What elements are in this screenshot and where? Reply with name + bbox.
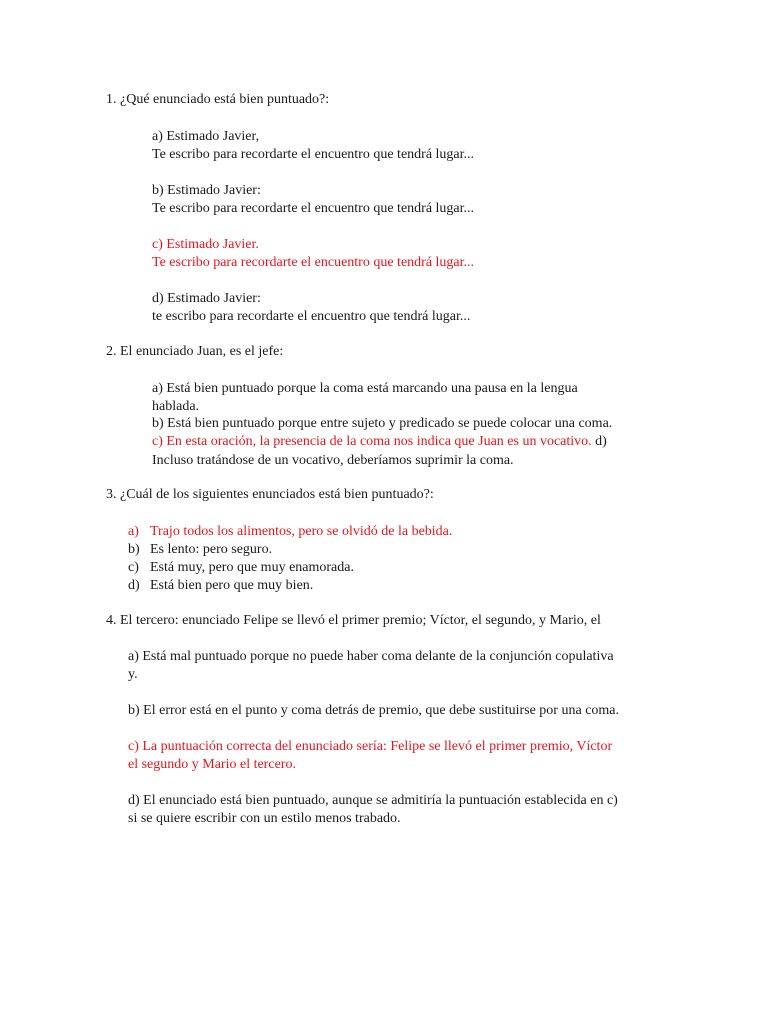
q1-option-a-line2: Te escribo para recordarte el encuentro que tendrá lugar...	[152, 147, 475, 162]
q4-option-d-line2: si se quiere escribir con un estilo menos trabado.	[128, 811, 401, 826]
q1-option-d-line2: te escribo para recordarte el encuentro que tendrá lugar...	[152, 309, 471, 324]
question-3-title: 3. ¿Cuál de los siguientes enunciados está bien puntuado?:	[106, 487, 434, 502]
q2-option-a-line2: hablada.	[152, 399, 200, 414]
q3-option-b-marker: b)	[128, 542, 140, 557]
q3-option-c	[128, 559, 354, 577]
q4-option-b: b) El error está en el punto y coma detrás de premio, que debe sustituirse por una coma.	[128, 703, 620, 718]
q1-option-b-line1: b) Estimado Javier:	[152, 183, 261, 198]
question-1-title: 1. ¿Qué enunciado está bien puntuado?:	[106, 92, 330, 107]
q2-option-c: c) En esta oración, la presencia de la coma nos indica que Juan es un vocativo.	[152, 434, 592, 449]
q2-option-a-line1: a) Está bien puntuado porque la coma está marcando una pausa en la lengua	[152, 381, 578, 396]
q3-option-d	[128, 577, 313, 595]
q3-option-c-text: Está muy, pero que muy enamorada.	[150, 560, 354, 575]
q2-option-d-line2: Incluso tratándose de un vocativo, deberíamos suprimir la coma.	[152, 453, 514, 468]
q2-option-c-line	[152, 433, 607, 451]
q1-option-c-line1: c) Estimado Javier.	[152, 237, 259, 252]
q3-option-a-marker: a)	[128, 524, 139, 539]
question-2-title: 2. El enunciado Juan, es el jefe:	[106, 344, 284, 359]
q4-option-a-line2: y.	[128, 667, 138, 682]
q3-option-a	[128, 523, 452, 541]
q1-option-d-line1: d) Estimado Javier:	[152, 291, 261, 306]
q4-option-a-line1: a) Está mal puntuado porque no puede haber coma delante de la conjunción copulativa	[128, 649, 614, 664]
q1-option-b-line2: Te escribo para recordarte el encuentro que tendrá lugar...	[152, 201, 475, 216]
q3-option-d-marker: d)	[128, 578, 140, 593]
q1-option-c-line2: Te escribo para recordarte el encuentro que tendrá lugar...	[152, 255, 475, 270]
q3-option-b-text: Es lento: pero seguro.	[150, 542, 273, 557]
q3-option-b	[128, 541, 272, 559]
q3-option-a-text: Trajo todos los alimentos, pero se olvidó de la bebida.	[150, 524, 453, 539]
q1-option-a-line1: a) Estimado Javier,	[152, 129, 260, 144]
question-4-title: 4. El tercero: enunciado Felipe se llevó el primer premio; Víctor, el segundo, y Mario, el	[106, 613, 601, 628]
q2-option-d-label: d)	[591, 434, 607, 449]
q4-option-c-line1: c) La puntuación correcta del enunciado sería: Felipe se llevó el primer premio, Víctor	[128, 739, 613, 754]
q3-option-d-text: Está bien pero que muy bien.	[150, 578, 314, 593]
q4-option-c-line2: el segundo y Mario el tercero.	[128, 757, 296, 772]
q2-option-b: b) Está bien puntuado porque entre sujeto y predicado se puede colocar una coma.	[152, 416, 613, 431]
q4-option-d-line1: d) El enunciado está bien puntuado, aunque se admitiría la puntuación establecida en c)	[128, 793, 618, 808]
q3-option-c-marker: c)	[128, 560, 139, 575]
